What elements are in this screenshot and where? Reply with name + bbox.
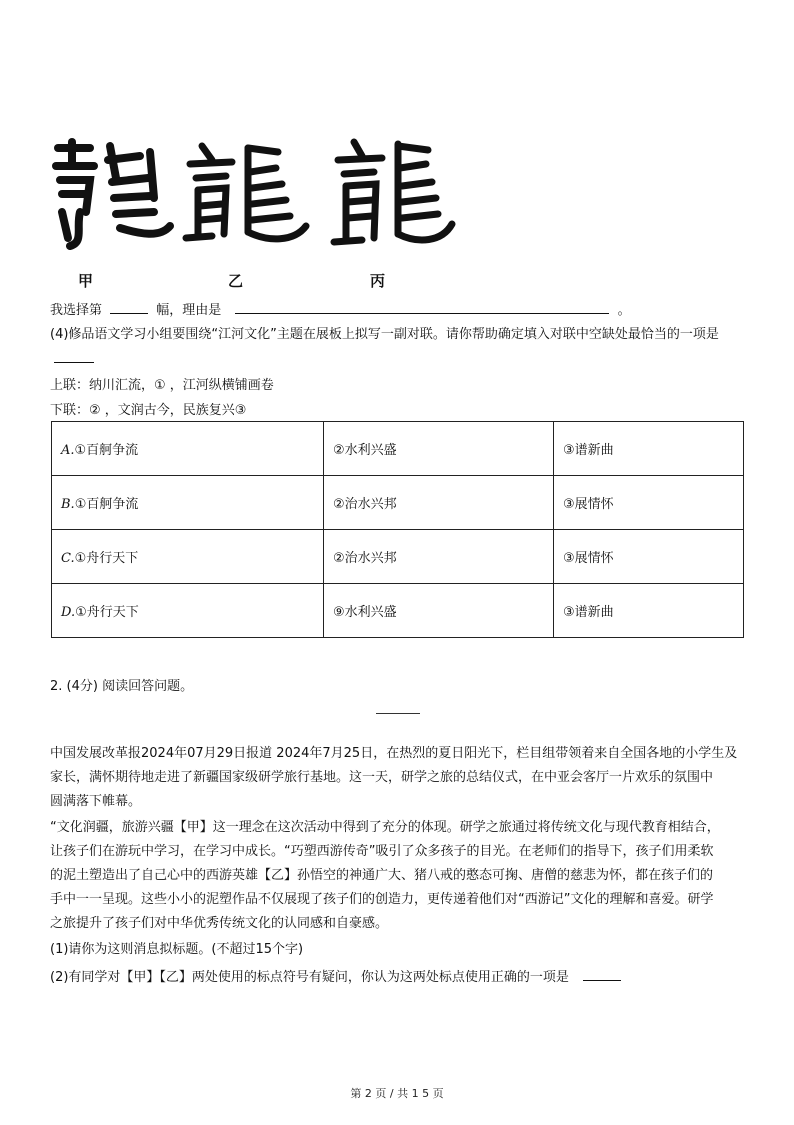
option-cell: ②治水兴邦: [324, 530, 554, 584]
option-row-a[interactable]: [52, 422, 744, 476]
calligraphy-image-bing: [328, 138, 458, 250]
article-line: 家长，满怀期待地走进了新疆国家级研学旅行基地。这一天，研学之旅的总结仪式，在中亚会客厅一片欢乐的氛围中: [50, 770, 714, 785]
calligraphy-image-yi: [182, 138, 312, 250]
sub-question-2: (2)有同学对【甲】【乙】两处使用的标点符号有疑问，你认为这两处标点使用正确的一项是: [50, 970, 569, 985]
sub-question-2-line: [50, 966, 621, 985]
option-cell: ③展情怀: [554, 476, 744, 530]
option-row-d[interactable]: [52, 584, 744, 638]
divider: [376, 713, 420, 714]
page-footer: 第 2 页 / 共 1 5 页: [350, 1087, 444, 1100]
reason-blank[interactable]: [235, 301, 609, 314]
article-line: “文化润疆，旅游兴疆【甲】这一理念在这次活动中得到了充分的体现。研学之旅通过将传统文化与现代教育相结合，: [50, 820, 720, 835]
q4-prompt: (4)修品语文学习小组要围绕“江河文化”主题在展板上拟写一副对联。请你帮助确定填入对联中空缺处最恰当的一项是: [50, 327, 719, 342]
sub-question-1: (1)请你为这则消息拟标题。(不超过15个字): [50, 942, 304, 957]
article-line: 圆满落下帷幕。: [50, 794, 142, 809]
calligraphy-image-jia: [50, 138, 180, 250]
article-line: 手中一一呈现。这些小小的泥塑作品不仅展现了孩子们的创造力，更传递着他们对“西游记”文化的理解和喜爱。研学: [50, 892, 714, 907]
calligraphy-label-yi: 乙: [228, 272, 244, 290]
article-paragraph-2: [50, 816, 742, 936]
choice-middle: 幅，理由是: [156, 303, 222, 318]
option-cell: A.①百舸争流: [52, 422, 324, 476]
option-cell: ⑨水利兴盛: [324, 584, 554, 638]
couplet-upper: 上联：纳川汇流，① ，江河纵横铺画卷: [50, 378, 274, 393]
option-row-c[interactable]: [52, 530, 744, 584]
option-cell: ②水利兴盛: [324, 422, 554, 476]
option-cell: ②治水兴邦: [324, 476, 554, 530]
article-line: 的泥土塑造出了自己心中的西游英雄【乙】孙悟空的神通广大、猪八戒的憨态可掬、唐僧的慈悲为怀，都在孩子们的: [50, 868, 714, 883]
choice-line: [50, 299, 631, 318]
sub-question-2-blank[interactable]: [583, 968, 621, 981]
option-cell: C.①舟行天下: [52, 530, 324, 584]
choice-end: 。: [617, 303, 631, 318]
calligraphy-label-jia: 甲: [78, 272, 94, 290]
option-cell: ③谱新曲: [554, 422, 744, 476]
option-cell: ③谱新曲: [554, 584, 744, 638]
article-line: 让孩子们在游玩中学习，在学习中成长。“巧塑西游传奇”吸引了众多孩子的目光。在老师们的指导下，孩子们用柔软: [50, 844, 714, 859]
article-line: 之旅提升了孩子们对中华优秀传统文化的认同感和自豪感。: [50, 916, 389, 931]
calligraphy-label-bing: 丙: [370, 272, 386, 290]
choice-prefix: 我选择第: [50, 303, 103, 318]
question-2-header: 2. (4分) 阅读回答问题。: [50, 679, 194, 694]
choice-number-blank[interactable]: [110, 301, 148, 314]
option-cell: B.①百舸争流: [52, 476, 324, 530]
option-cell: D.①舟行天下: [52, 584, 324, 638]
q4-answer-blank[interactable]: [54, 350, 94, 363]
option-row-b[interactable]: [52, 476, 744, 530]
article-paragraph-1: [50, 742, 742, 814]
couplet-lower: 下联：② ，文润古今，民族复兴③: [50, 403, 247, 418]
options-table: [51, 421, 744, 638]
article-line: 中国发展改革报2024年07月29日报道 2024年7月25日，在热烈的夏日阳光下，栏目组带领着来自全国各地的小学生及: [50, 746, 738, 761]
option-cell: ③展情怀: [554, 530, 744, 584]
